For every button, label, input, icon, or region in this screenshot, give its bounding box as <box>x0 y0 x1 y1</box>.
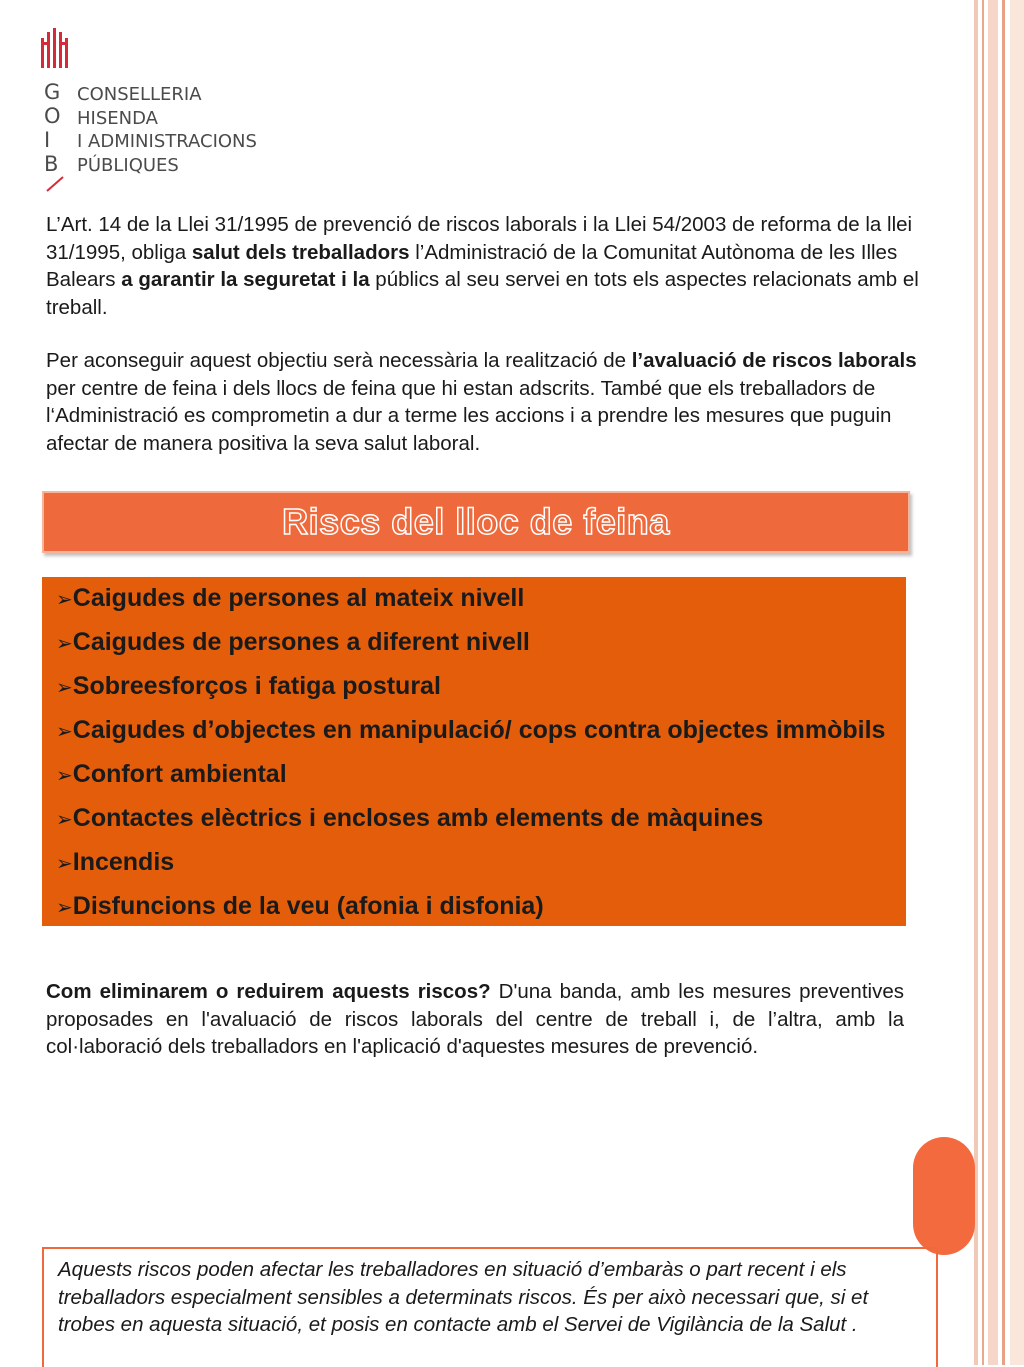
decorative-pill-shape <box>913 1137 975 1255</box>
objective-paragraph: Per aconseguir aquest objectiu serà necessària la realització de l’avaluació de riscos laborals per centre de feina i dels llocs de feina que hi estan adscrits. També que els treballadors de l‘Administració es comprometin a dur a terme les accions i a prendre les mesures que puguin afectar de manera positiva la seva salut laboral. <box>46 349 917 455</box>
arrow-bullet-icon: ➢ <box>56 587 73 611</box>
logo-slash-icon <box>46 176 64 192</box>
decorative-side-stripes <box>974 0 1024 1365</box>
arrow-bullet-icon: ➢ <box>56 631 73 655</box>
arrow-bullet-icon: ➢ <box>56 807 73 831</box>
section-title: Riscs del lloc de feina <box>282 501 670 542</box>
goib-letters: G O I B <box>44 80 61 176</box>
prevention-paragraph: Com eliminarem o reduirem aquests riscos? D'una banda, amb les mesures preventives proposades en l'avaluació de riscos laborals del centre de treball i, de l’altra, amb la col·laboració dels treballadors en l'aplicació d'aquestes mesures de prevenció. <box>46 980 904 1058</box>
arrow-bullet-icon: ➢ <box>56 763 73 787</box>
risk-item: ➢Caigudes de persones a diferent nivell <box>56 628 530 656</box>
risk-item: ➢Confort ambiental <box>56 760 287 788</box>
risk-item: ➢Contactes elèctrics i encloses amb elements de màquines <box>56 804 764 832</box>
risks-list <box>56 583 894 935</box>
arrow-bullet-icon: ➢ <box>56 675 73 699</box>
risk-item: ➢Sobreesforços i fatiga postural <box>56 672 441 700</box>
intro-paragraph: L’Art. 14 de la Llei 31/1995 de prevenció de riscos laborals i la Llei 54/2003 de reforma de la llei 31/1995, obliga salut dels treballadors l’Administració de la Comunitat Autònoma de les Illes Balears a garantir la seguretat i la públics al seu servei en tots els aspectes relacionats amb el treball. <box>46 213 919 319</box>
arrow-bullet-icon: ➢ <box>56 851 73 875</box>
risk-item: ➢Caigudes d’objectes en manipulació/ cops contra objectes immòbils <box>56 716 886 744</box>
department-name: CONSELLERIA HISENDA I ADMINISTRACIONS PÚBLIQUES <box>77 84 257 176</box>
section-banner <box>42 491 910 553</box>
balearic-flag-icon <box>40 28 70 68</box>
risk-item: ➢Caigudes de persones al mateix nivell <box>56 584 525 612</box>
risk-item: ➢Incendis <box>56 848 175 876</box>
arrow-bullet-icon: ➢ <box>56 895 73 919</box>
note-text: Aquests riscos poden afectar les treballadores en situació d’embaràs o part recent i els treballadors especialment sensibles a determinats riscos. És per això necessari que, si et trobes en aquesta situació, et posis en contacte amb el Servei de Vigilància de la Salut . <box>58 1258 869 1336</box>
arrow-bullet-icon: ➢ <box>56 719 73 743</box>
risk-item: ➢Disfuncions de la veu (afonia i disfonia) <box>56 892 544 920</box>
